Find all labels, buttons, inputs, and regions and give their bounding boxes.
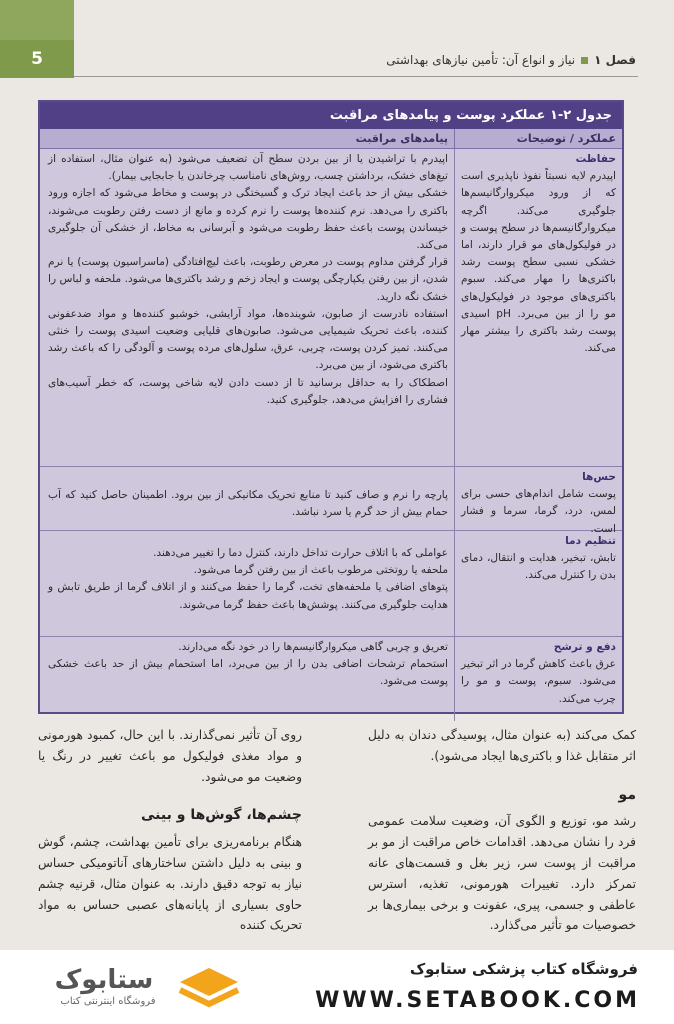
care-paragraph: پتوهای اضافی یا ملحفه‌های تخت، گرما را حفظ می‌کنند و از اتلاف گرما از طریق تابش و هدایت جلوگیری می‌کنند. پوشش‌ها باعث حفظ گرما می‌شوند. bbox=[48, 581, 448, 611]
table-header-row bbox=[40, 129, 622, 149]
function-description: اپیدرم لایه نسبتاً نفوذ ناپذیری است که از ورود میکروارگانیسم‌ها جلوگیری می‌کند. اگرچه میکروارگانیسم‌ها در سطح پوست و در فولیکول‌های مو قرار دارند، اما خشکی نسبی سطح پوست رشد باکتری‌ها را مهار می‌کند. سبوم باکتری‌های موجود در فولیکول‌های مو را از بین می‌برد. pH اسیدی پوست رشد باکتری را بیشتر مهار می‌کند. bbox=[461, 170, 616, 355]
care-paragraph: خشکی بیش از حد باعث ایجاد ترک و گسیختگی در پوست و مخاط می‌شود که اجازه ورود باکتری را می‌دهد. نرم کننده‌ها پوست را نرم کرده و مانع از دست رفتن رطوبت می‌شوند، خیساندن پوست باعث حفظ رطوبت می‌شود و آبرسانی به مخاط، از خشکی آن جلوگیری می‌کند. bbox=[48, 187, 448, 252]
function-name: تنظیم دما bbox=[565, 535, 616, 547]
store-name: فروشگاه کتاب پزشکی ستابوک bbox=[409, 960, 638, 978]
function-name: دفع و ترشح bbox=[553, 641, 616, 653]
function-description: تابش، تبخیر، هدایت و انتقال، دمای بدن را کنترل می‌کند. bbox=[461, 552, 616, 582]
body-paragraph: هنگام برنامه‌ریزی برای تأمین بهداشت، چشم، گوش و بینی به دلیل داشتن ساختارهای آناتومیکی حساس نیاز به توجه دقیق دارند. به عنوان مثال، قرنیه چشم حاوی بسیاری از پایانه‌های عصبی حساس به مواد تحریک کننده bbox=[38, 835, 302, 933]
care-table bbox=[38, 100, 624, 714]
function-cell bbox=[454, 149, 622, 466]
care-paragraph: عواملی که با اتلاف حرارت تداخل دارند، کنترل دما را تغییر می‌دهند. bbox=[153, 547, 448, 559]
care-paragraph: استفاده نادرست از صابون، شوینده‌ها، مواد آرایشی، خوشبو کننده‌ها و مواد ضدعفونی کننده، باعث تحریک شیمیایی می‌شود. صابون‌های قلیایی وضعیت اسیدی پوست را خنثی می‌کنند. تمیز کردن پوست، چربی، عرق، سلول‌های مرده پوست و آلودگی را که باعث رشد باکتری می‌شود، از بین می‌برد. bbox=[48, 307, 448, 372]
care-cell bbox=[40, 149, 454, 466]
care-paragraph: قرار گرفتن مداوم پوست در معرض رطوبت، باعث لیچ‌افتادگی (ماسراسیون پوست) یا نرم شدن، از بین رفتن یکپارچگی پوست و ایجاد زخم و رشد باکتری‌ها می‌شود. ملحفه و لباس را خشک نگه دارید. bbox=[48, 256, 448, 303]
function-cell bbox=[454, 637, 622, 721]
chapter-title: نیاز و انواع آن: تأمین نیازهای بهداشتی bbox=[386, 53, 576, 67]
store-website-link[interactable]: WWW.SETABOOK.COM bbox=[315, 988, 640, 1013]
body-column-right bbox=[368, 725, 636, 936]
care-cell bbox=[40, 467, 454, 530]
function-cell bbox=[454, 467, 622, 535]
table-row bbox=[40, 149, 622, 467]
function-description: عرق باعث کاهش گرما در اثر تبخیر می‌شود. سبوم، پوست و مو را چرب می‌کند. bbox=[461, 658, 616, 705]
care-paragraph: تعریق و چربی گاهی میکروارگانیسم‌ها را در خود نگه می‌دارند. bbox=[178, 641, 448, 653]
logo-text: ستابوک bbox=[54, 965, 154, 995]
body-column-left bbox=[38, 725, 302, 936]
function-name: حس‌ها bbox=[582, 471, 616, 483]
store-footer-banner bbox=[0, 950, 674, 1024]
body-paragraph: رشد مو، توزیع و الگوی آن، وضعیت سلامت عمومی فرد را نشان می‌دهد. اقدامات خاص مراقبت از مو بر مراقبت از پوست سر، زیر بغل و قسمت‌های عانه تمرکز دارد. تغییرات هورمونی، تغذیه، استرس عاطفی و جسمی، پیری، عفونت و برخی بیماری‌ها بر خصوصیات مو تأثیر می‌گذارد. bbox=[368, 814, 636, 933]
column-header-function: عملکرد / توضیحات bbox=[454, 129, 622, 148]
page-number-box bbox=[0, 40, 74, 78]
care-cell bbox=[40, 637, 454, 721]
page-number: 5 bbox=[31, 49, 43, 69]
book-logo-icon bbox=[176, 964, 242, 1014]
table-row bbox=[40, 467, 622, 535]
care-paragraph: اپیدرم با تراشیدن یا از بین بردن سطح آن تضعیف می‌شود (به عنوان مثال، استفاده از تیغ‌های خشک، برداشتن چسب، روش‌های نامناسب چرخاندن یا جابجایی بیمار). bbox=[48, 153, 448, 183]
function-description: پوست شامل اندام‌های حسی برای لمس، درد، گرما، سرما و فشار است. bbox=[461, 488, 616, 535]
chapter-label: فصل ۱ bbox=[594, 53, 636, 67]
table-title: جدول ۲-۱ عملکرد پوست و پیامدهای مراقبت bbox=[40, 102, 622, 129]
logo-subtitle: فروشگاه اینترنتی کتاب bbox=[60, 996, 156, 1007]
section-heading-hair: مو bbox=[618, 786, 636, 803]
care-paragraph: اصطکاک را به حداقل برسانید تا از دست دادن لایه شاخی پوست، که خطر آسیب‌های فشاری را افزایش می‌دهد، جلوگیری کنید. bbox=[48, 376, 448, 406]
column-header-care: پیامدهای مراقبت bbox=[355, 132, 448, 145]
square-bullet-icon bbox=[581, 57, 588, 64]
care-paragraph: ملحفه یا روتختی مرطوب باعث از بین رفتن گرما می‌شود. bbox=[193, 564, 448, 577]
care-paragraph: استحمام ترشحات اضافی بدن را از بین می‌برد، اما استحمام بیش از حد باعث خشکی پوست می‌شود. bbox=[48, 658, 448, 688]
section-heading-eyes-ears-nose: چشم‌ها، گوش‌ها و بینی bbox=[141, 807, 302, 824]
function-cell bbox=[454, 531, 622, 636]
table-row bbox=[40, 637, 622, 721]
care-paragraph: پارچه را نرم و صاف کنید تا منابع تحریک مکانیکی از بین برود. اطمینان حاصل کنید که آب حمام بیش از حد گرم یا سرد نباشد. bbox=[48, 489, 448, 519]
table-row bbox=[40, 531, 622, 637]
running-head bbox=[90, 46, 636, 74]
header-color-strip bbox=[0, 0, 74, 40]
header-rule bbox=[74, 76, 638, 77]
care-cell bbox=[40, 531, 454, 636]
setabook-logo[interactable] bbox=[38, 960, 170, 996]
body-paragraph: کمک می‌کند (به عنوان مثال، پوسیدگی دندان به دلیل اثر متقابل غذا و باکتری‌ها ایجاد می‌شود). bbox=[368, 728, 636, 763]
function-name: حفاظت bbox=[575, 153, 616, 165]
body-paragraph: روی آن تأثیر نمی‌گذارند. با این حال، کمبود هورمونی و مواد مغذی فولیکول مو باعث تغییر در رنگ یا وضعیت مو می‌شود. bbox=[38, 728, 302, 784]
